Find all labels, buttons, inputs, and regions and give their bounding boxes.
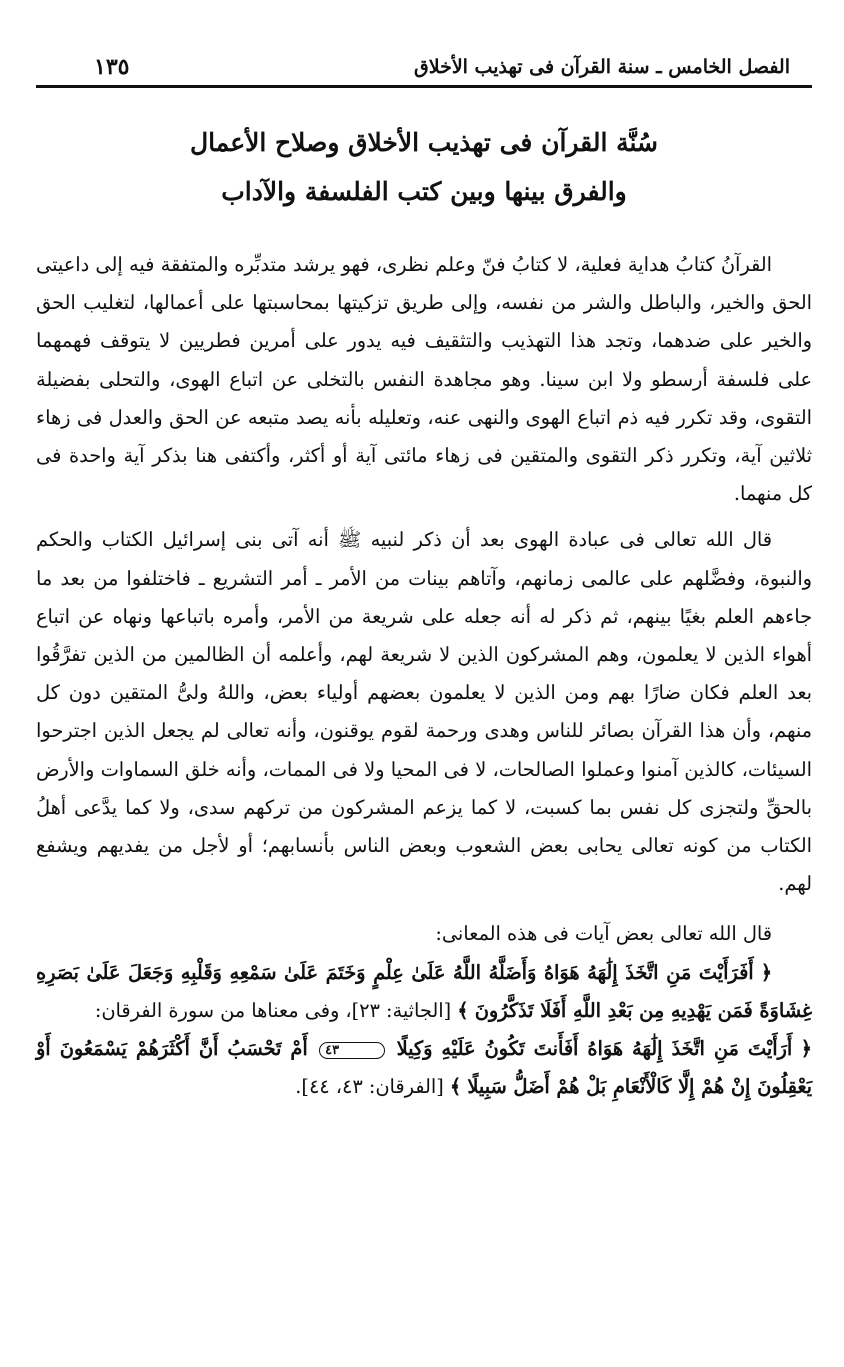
verse-number-marker: ٤٣ — [319, 1042, 385, 1059]
chapter-title-line-2: والفرق بينها وبين كتب الفلسفة والآداب — [221, 177, 627, 206]
verse-close-bracket: ﴾ — [449, 1075, 462, 1099]
verse-open-bracket: ﴿ — [800, 1037, 812, 1061]
running-header — [36, 52, 812, 88]
verse-1-reference: [الجاثية: ٢٣]، وفى معناها من سورة الفرقان: — [94, 998, 452, 1022]
verse-close-bracket: ﴾ — [457, 998, 469, 1022]
page-number: ١٣٥ — [94, 53, 130, 80]
verse-block — [36, 954, 812, 1107]
quote-intro: قال الله تعالى بعض آيات فى هذه المعانى: — [435, 922, 772, 946]
body-text — [36, 246, 812, 1106]
verse-1: أَفَرَأَيْتَ مَنِ اتَّخَذَ إِلَٰهَهُ هَوَاهُ وَأَضَلَّهُ اللَّهُ عَلَىٰ عِلْمٍ وَخَتَمَ عَلَىٰ سَمْعِهِ وَقَلْبِهِ وَجَعَلَ عَلَىٰ بَصَرِهِ غِشَاوَةً فَمَن يَهْدِيهِ مِن بَعْدِ اللَّهِ أَفَلَا تَذَكَّرُونَ — [36, 960, 812, 1022]
verse-open-bracket: ﴿ — [760, 960, 772, 984]
chapter-title-line-1: سُنَّة القرآن فى تهذيب الأخلاق وصلاح الأعمال — [189, 128, 658, 157]
verse-2-reference: [الفرقان: ٤٣، ٤٤]. — [295, 1075, 444, 1099]
book-page — [36, 52, 812, 1106]
running-title: الفصل الخامس ـ سنة القرآن فى تهذيب الأخلاق — [414, 55, 790, 78]
paragraph-2: قال الله تعالى فى عبادة الهوى بعد أن ذكر لنبيه ﷺ أنه آتى بنى إسرائيل الكتاب والحكم والنبوة، وفضَّلهم على عالمى زمانهم، وآتاهم بينات من الأمر ـ أمر التشريع ـ فاختلفوا من بعد ما جاءهم العلم بغيًا بينهم، ثم ذكر له أنه جعله على شريعة من الأمر، وأمره باتباعها ونهاه عن اتباع أهواء الذين لا يعلمون، وهم المشركون الذين لا شريعة لهم، وأعلمه أن الظالمين من الذين تفرَّقُوا بعد العلم فكان ضارًا بهم ومن الذين لا يعلمون بعضهم أولياء بعض، واللهُ ولىُّ المتقين دون كل منهم، وأن هذا القرآن بصائر للناس وهدى ورحمة لقوم يوقنون، وأنه تعالى لم يجعل الذين اجترحوا السيئات، كالذين آمنوا وعملوا الصالحات، لا فى المحيا ولا فى الممات، وأنه خلق السماوات والأرض بالحقِّ ولتجزى كل نفس بما كسبت، لا كما يزعم المشركون من تركهم سدى، ولا كما يدَّعى أهلُ الكتاب من كونه تعالى يحابى بعض الشعوب وبعض الناس بأنسابهم؛ أو لأجل من يفديهم ويشفع لهم. — [36, 528, 812, 896]
paragraph-1: القرآنُ كتابُ هداية فعلية، لا كتابُ فنّ وعلم نظرى، فهو يرشد متدبِّره والمتفقة فيه إلى داعيتى الحق والخير، والباطل والشر من نفسه، وإلى طريق تزكيتها بمحاسبتها على أعمالها، لتغليب الحق والخير على ضدهما، وتجد هذا التهذيب والتثقيف فيه يدور على أمرين فطريين لا يتوقف فهمهما على فلسفة أرسطو ولا ابن سينا. وهو مجاهدة النفس بالتخلى عن اتباع الهوى، والتحلى بفضيلة التقوى، وقد تكرر فيه ذم اتباع الهوى والنهى عنه، وتعليله بأنه يصد متبعه عن الحق والعدل فى زهاء ثلاثين آية، وتكرر ذكر التقوى والمتقين فى زهاء مائتى آية أو أكثر، وأكتفى هنا بذكر آية واحدة فى كل منهما. — [36, 253, 812, 506]
chapter-title — [36, 118, 812, 216]
verse-2a: أَرَأَيْتَ مَنِ اتَّخَذَ إِلَٰهَهُ هَوَاهُ أَفَأَنتَ تَكُونُ عَلَيْهِ وَكِيلًا — [396, 1037, 793, 1061]
verse-2b: أَمْ تَحْسَبُ أَنَّ أَكْثَرَهُمْ يَسْمَعُونَ أَوْ يَعْقِلُونَ إِنْ هُمْ إِلَّا كَالْأَنْعَامِ بَلْ هُمْ أَضَلُّ سَبِيلًا — [36, 1037, 812, 1099]
